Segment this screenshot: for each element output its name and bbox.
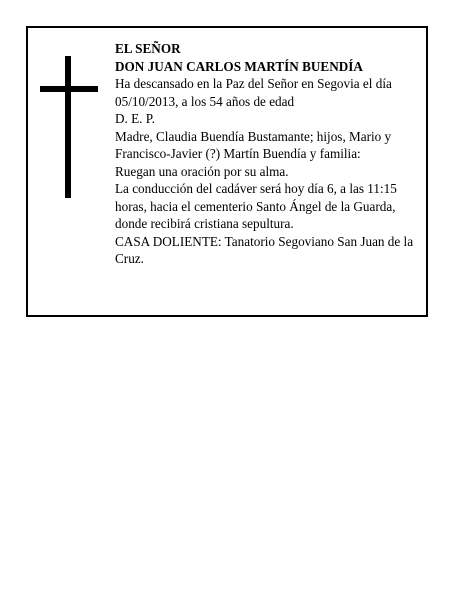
cross-horizontal-bar [40, 86, 98, 92]
heading-title: EL SEÑOR [115, 41, 181, 56]
obituary-notice [26, 26, 428, 317]
death-announcement: Ha descansado en la Paz del Señor en Segovia el día 05/10/2013, a los 54 años de edad [115, 76, 392, 109]
notice-text [115, 40, 420, 268]
funeral-details: La conducción del cadáver será hoy día 6, a las 11:15 horas, hacia el cementerio Santo Ángel de la Guarda, donde recibirá cristiana sepultura. [115, 181, 397, 231]
rest-in-peace: D. E. P. [115, 111, 155, 126]
deceased-name: DON JUAN CARLOS MARTÍN BUENDÍA [115, 58, 363, 74]
prayer-request: Ruegan una oración por su alma. [115, 163, 289, 179]
mourning-house: CASA DOLIENTE: Tanatorio Segoviano San Juan de la Cruz. [115, 233, 414, 266]
cross-icon [40, 56, 98, 198]
cross-vertical-bar [65, 56, 71, 198]
family-members: Madre, Claudia Buendía Bustamante; hijos, Mario y Francisco-Javier (?) Martín Buendía y familia: [115, 128, 392, 161]
